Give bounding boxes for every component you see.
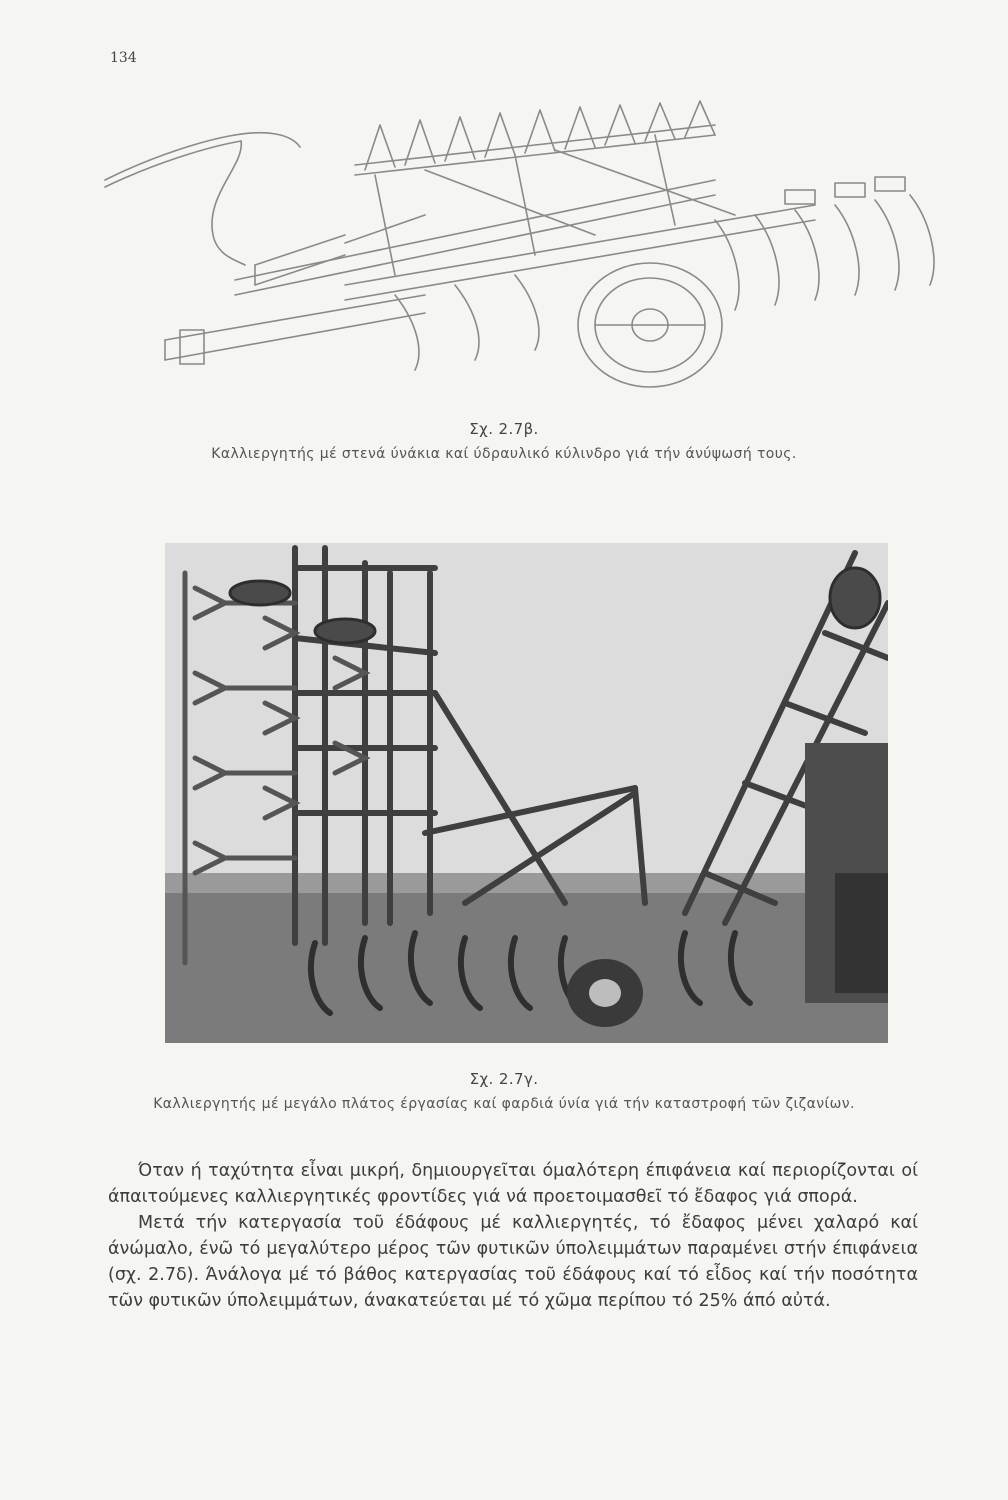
figure-label-2: Σχ. 2.7γ. bbox=[469, 1070, 539, 1088]
figure-caption-text-1: Καλλιεργητής μέ στενά ύνάκια καί ύδραυλικό κύλινδρο γιά τήν άνύψωσή τους. bbox=[211, 446, 797, 462]
cultivator-photo bbox=[165, 543, 888, 1043]
paragraph-2: Μετά τήν κατεργασία τοῦ έδάφους μέ καλλιεργητές, τό ἔδαφος μένει χαλαρό καί άνώμαλο, ένῶ τό μεγαλύτερο μέρος τῶν φυτικῶν ύπολειμμάτων παραμένει στήν έπιφάνεια (σχ. 2.7δ). Άνάλογα μέ τό βάθος κατεργασίας τοῦ έδάφους καί τό εἶδος καί τήν ποσότητα τῶν φυτικῶν ύπολειμμάτων, άνακατεύεται μέ τό χῶμα περίπου τό 25% άπό αὐτά. bbox=[108, 1213, 918, 1311]
paragraph-1: Όταν ή ταχύτητα εἶναι μικρή, δημιουργεῖται όμαλότερη έπιφάνεια καί περιορίζονται οί άπαιτούμενες καλλιεργητικές φροντίδες γιά νά προετοιμασθεῖ τό ἔδαφος γιά σπορά. bbox=[108, 1161, 918, 1207]
cultivator-line-drawing bbox=[95, 95, 955, 415]
figure-caption-2 bbox=[0, 1070, 1008, 1112]
figure-caption-text-2: Καλλιεργητής μέ μεγάλο πλάτος έργασίας καί φαρδιά ύνία γιά τήν καταστροφή τῶν ζιζανίων. bbox=[153, 1096, 855, 1112]
figure-caption-1 bbox=[0, 420, 1008, 462]
figure-label-1: Σχ. 2.7β. bbox=[469, 420, 539, 438]
page-number: 134 bbox=[110, 50, 137, 66]
body-text bbox=[108, 1158, 918, 1314]
